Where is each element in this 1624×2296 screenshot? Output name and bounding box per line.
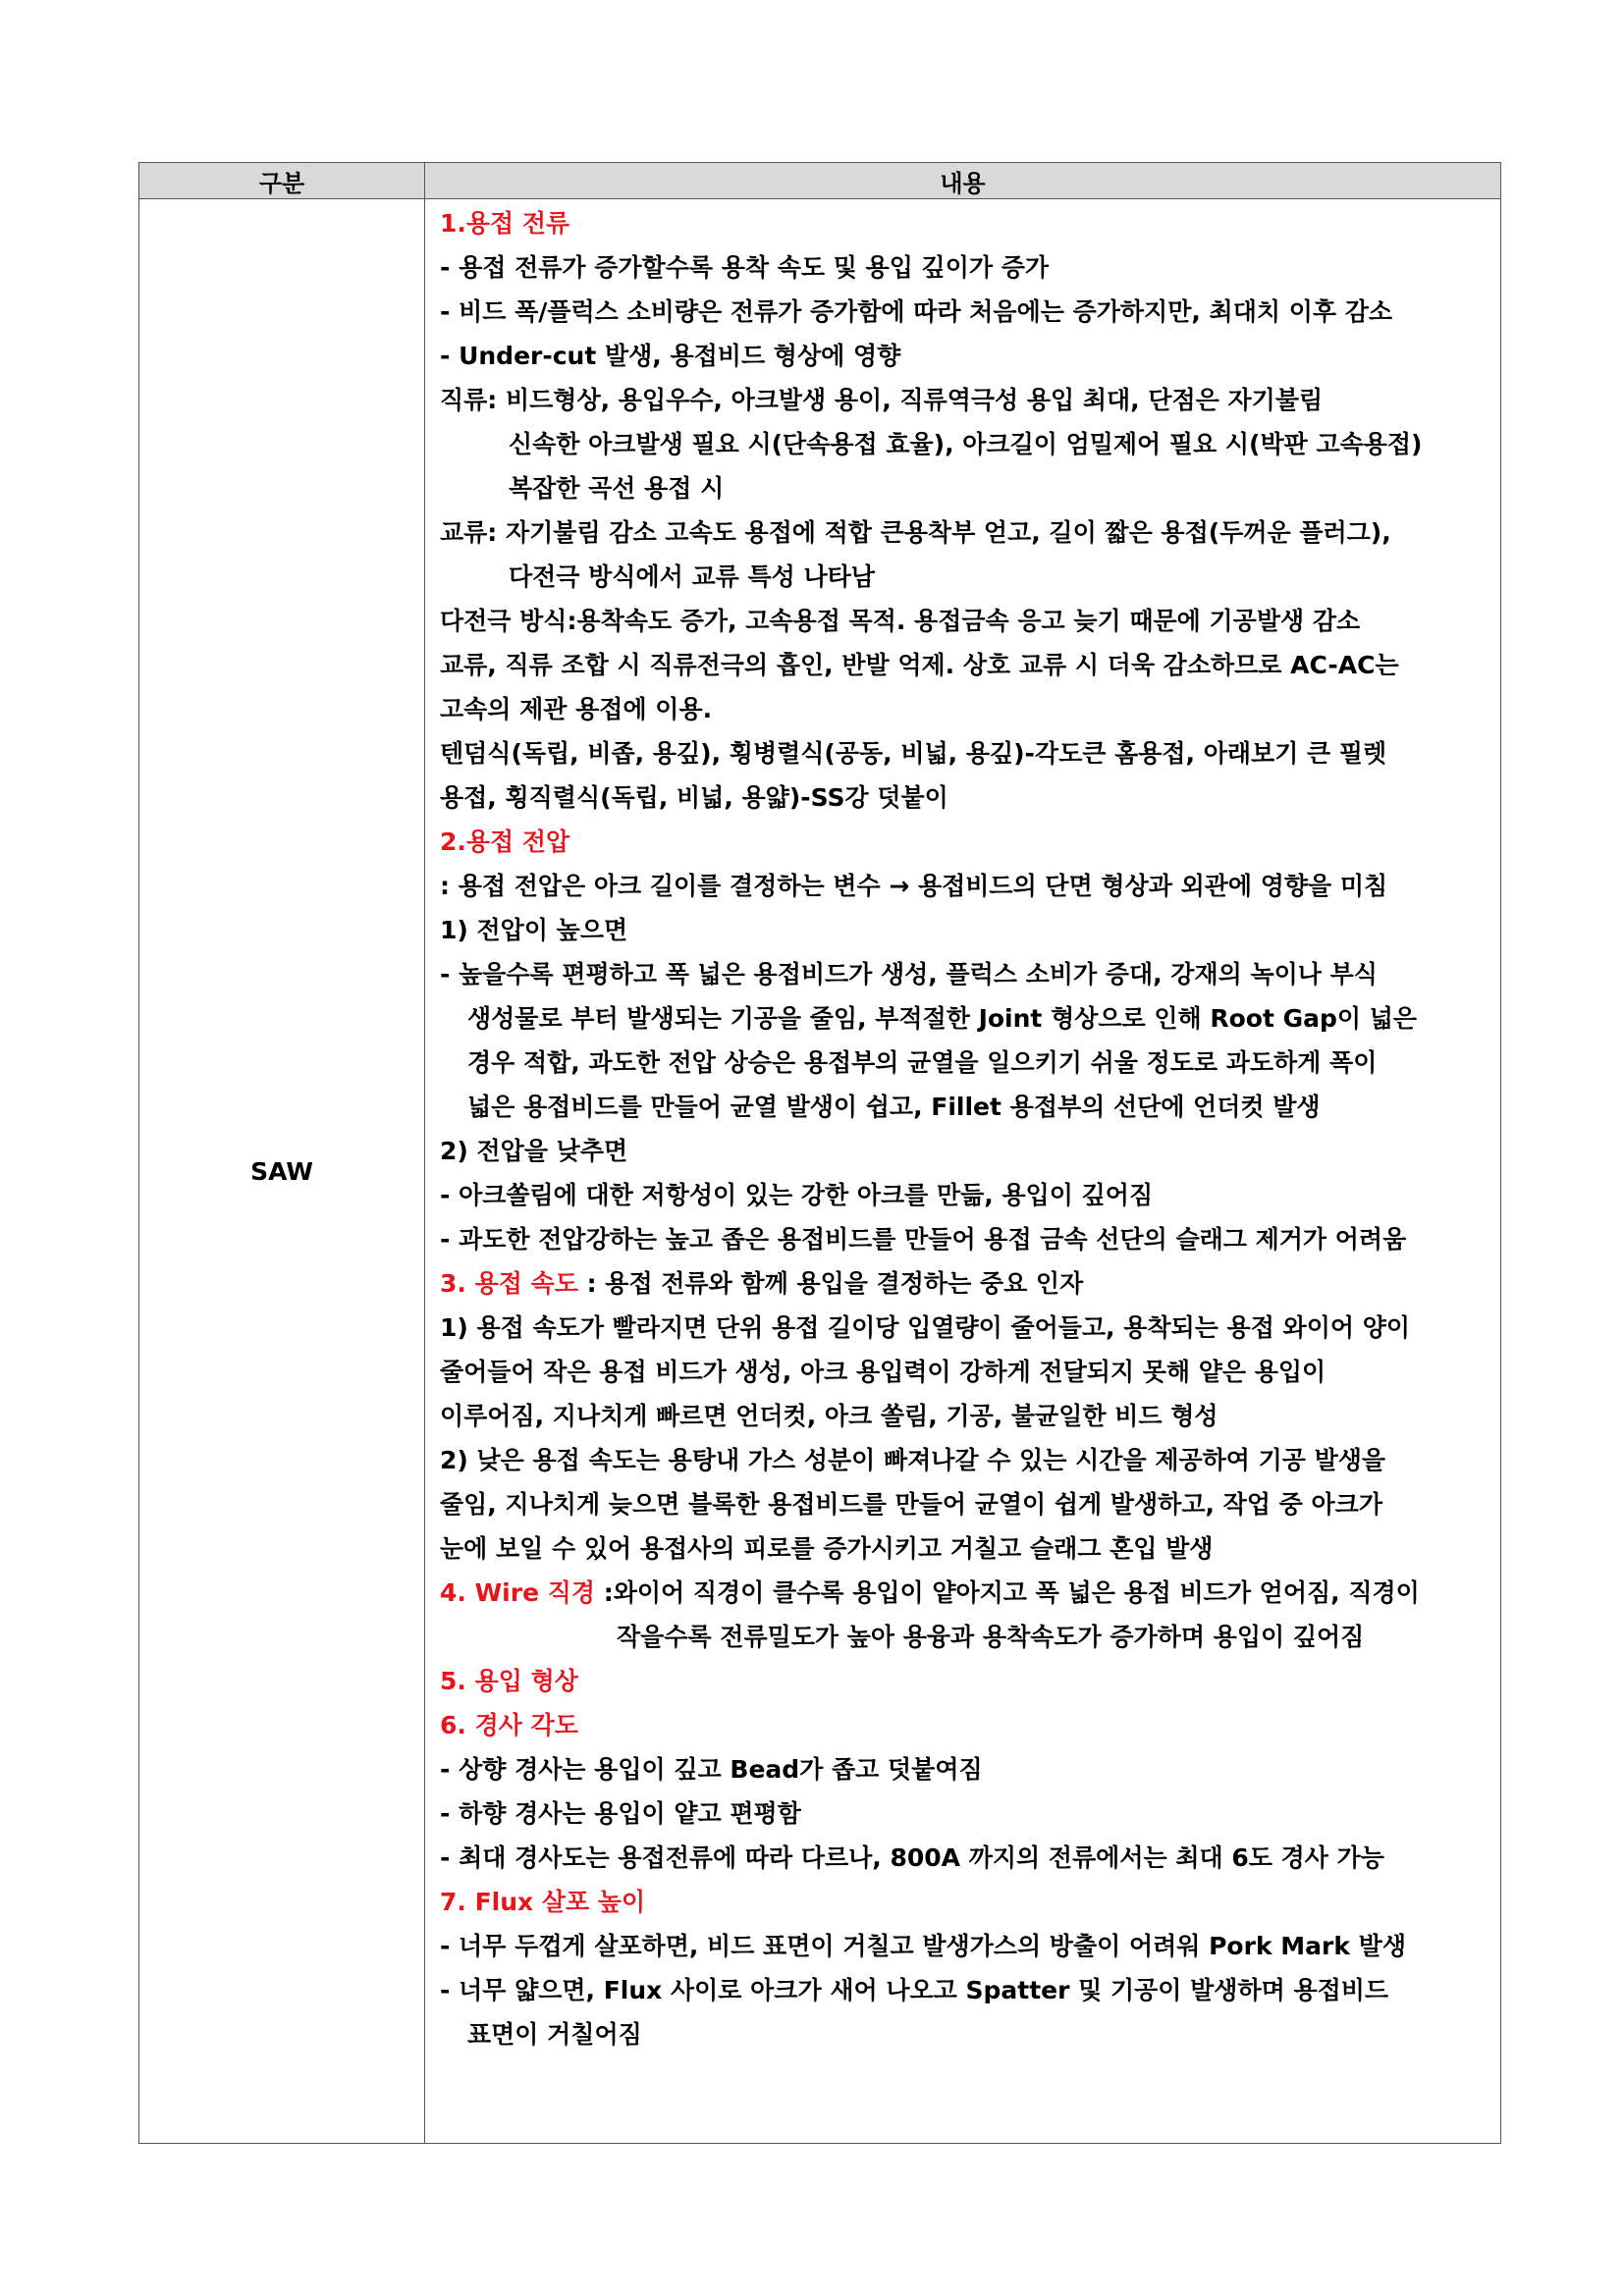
content-line: 복잡한 곡선 용접 시: [509, 474, 725, 503]
content-line: 다전극 방식에서 교류 특성 나타남: [509, 562, 875, 591]
content-line: 줄어들어 작은 용접 비드가 생성, 아크 용입력이 강하게 전달되지 못해 얕은 용입이: [440, 1358, 1326, 1386]
content-line: - 아크쏠림에 대한 저항성이 있는 강한 아크를 만듦, 용입이 깊어짐: [440, 1181, 1154, 1209]
table-row: [139, 199, 1501, 2144]
section-heading: 1.용접 전류: [440, 209, 570, 238]
content-line: - 높을수록 편평하고 폭 넓은 용접비드가 생성, 플럭스 소비가 증대, 강재의 녹이나 부식: [440, 960, 1378, 988]
header-category: 구분: [139, 163, 425, 199]
content-line: - 비드 폭/플럭스 소비량은 전류가 증가함에 따라 처음에는 증가하지만, 최대치 이후 감소: [440, 297, 1392, 326]
content-line: 교류, 직류 조합 시 직류전극의 흡인, 반발 억제. 상호 교류 시 더욱 감소하므로 AC-AC는: [440, 651, 1399, 679]
content-line: - 상향 경사는 용입이 깊고 Bead가 좁고 덧붙여짐: [440, 1755, 983, 1784]
content-line: - 하향 경사는 용입이 얕고 편평함: [440, 1799, 801, 1828]
content-line: - 너무 두껍게 살포하면, 비드 표면이 거칠고 발생가스의 방출이 어려워 Pork Mark 발생: [440, 1932, 1406, 1960]
content-line: [440, 1261, 1489, 1306]
content-line: 텐덤식(독립, 비좁, 용깊), 횡병렬식(공동, 비넓, 용깊)-각도큰 홈용접, 아래보기 큰 필렛: [440, 739, 1387, 768]
content-line: 표면이 거칠어짐: [467, 2020, 642, 2049]
section-heading: 3. 용접 속도: [440, 1269, 578, 1298]
content-line: - 너무 얇으면, Flux 사이로 아크가 새어 나오고 Spatter 및 기공이 발생하며 용접비드: [440, 1976, 1389, 2004]
content-lines: [425, 199, 1500, 2115]
content-line: 경우 적합, 과도한 전압 상승은 용접부의 균열을 일으키기 쉬울 정도로 과도하게 폭이: [467, 1048, 1378, 1077]
content-table: [138, 162, 1501, 2144]
content-cell: [425, 199, 1501, 2144]
section-heading: 7. Flux 살포 높이: [440, 1888, 646, 1916]
content-line: 생성물로 부터 발생되는 기공을 줄임, 부적절한 Joint 형상으로 인해 Root Gap이 넓은: [467, 1004, 1418, 1033]
content-line: : 용접 전압은 아크 길이를 결정하는 변수 → 용접비드의 단면 형상과 외관에 영향을 미침: [440, 872, 1388, 900]
header-content: 내용: [425, 163, 1501, 199]
content-line: 용접, 횡직렬식(독립, 비넓, 용얇)-SS강 덧붙이: [440, 783, 948, 812]
content-line: 직류: 비드형상, 용입우수, 아크발생 용이, 직류역극성 용입 최대, 단점은 자기불림: [440, 386, 1324, 414]
section-heading-text: :와이어 직경이 클수록 용입이 얕아지고 폭 넓은 용접 비드가 얻어짐, 직경이: [595, 1578, 1420, 1607]
table-header-row: [139, 163, 1501, 199]
content-line: 다전극 방식:용착속도 증가, 고속용접 목적. 용접금속 응고 늦기 때문에 기공발생 감소: [440, 607, 1361, 635]
category-cell: SAW: [139, 199, 425, 2144]
content-line: 1) 용접 속도가 빨라지면 단위 용접 길이당 입열량이 줄어들고, 용착되는 용접 와이어 양이: [440, 1313, 1411, 1342]
content-line: - Under-cut 발생, 용접비드 형상에 영향: [440, 342, 901, 370]
content-line: - 최대 경사도는 용접전류에 따라 다르나, 800A 까지의 전류에서는 최대 6도 경사 가능: [440, 1843, 1384, 1872]
content-line: 2) 낮은 용접 속도는 용탕내 가스 성분이 빠져나갈 수 있는 시간을 제공하여 기공 발생을: [440, 1446, 1386, 1474]
content-line: - 과도한 전압강하는 높고 좁은 용접비드를 만들어 용접 금속 선단의 슬래그 제거가 어려움: [440, 1225, 1407, 1254]
content-line: 신속한 아크발생 필요 시(단속용접 효율), 아크길이 엄밀제어 필요 시(박판 고속용접): [509, 430, 1423, 458]
content-line: 눈에 보일 수 있어 용접사의 피로를 증가시키고 거칠고 슬래그 혼입 발생: [440, 1534, 1214, 1563]
section-heading: 2.용접 전압: [440, 828, 570, 856]
section-heading: 4. Wire 직경: [440, 1578, 596, 1607]
content-line: - 용접 전류가 증가할수록 용착 속도 및 용입 깊이가 증가: [440, 253, 1050, 282]
content-line: 넓은 용접비드를 만들어 균열 발생이 쉽고, Fillet 용접부의 선단에 언더컷 발생: [467, 1093, 1321, 1121]
section-heading: 6. 경사 각도: [440, 1711, 578, 1739]
content-line: 고속의 제관 용접에 이용.: [440, 695, 713, 723]
section-heading-text: : 용접 전류와 함께 용입을 결정하는 중요 인자: [577, 1269, 1084, 1298]
content-line: 교류: 자기불림 감소 고속도 용접에 적합 큰용착부 얻고, 길이 짧은 용접(두꺼운 플러그),: [440, 518, 1391, 547]
content-line: [440, 1571, 1489, 1615]
content-line: 줄임, 지나치게 늦으면 블록한 용접비드를 만들어 균열이 쉽게 발생하고, 작업 중 아크가: [440, 1490, 1382, 1519]
content-line: 작을수록 전류밀도가 높아 용융과 용착속도가 증가하며 용입이 깊어짐: [617, 1623, 1365, 1651]
content-line: 이루어짐, 지나치게 빠르면 언더컷, 아크 쏠림, 기공, 불균일한 비드 형성: [440, 1402, 1218, 1430]
content-line: 2) 전압을 낮추면: [440, 1137, 628, 1165]
section-heading: 5. 용입 형상: [440, 1667, 578, 1695]
content-line: 1) 전압이 높으면: [440, 916, 628, 944]
